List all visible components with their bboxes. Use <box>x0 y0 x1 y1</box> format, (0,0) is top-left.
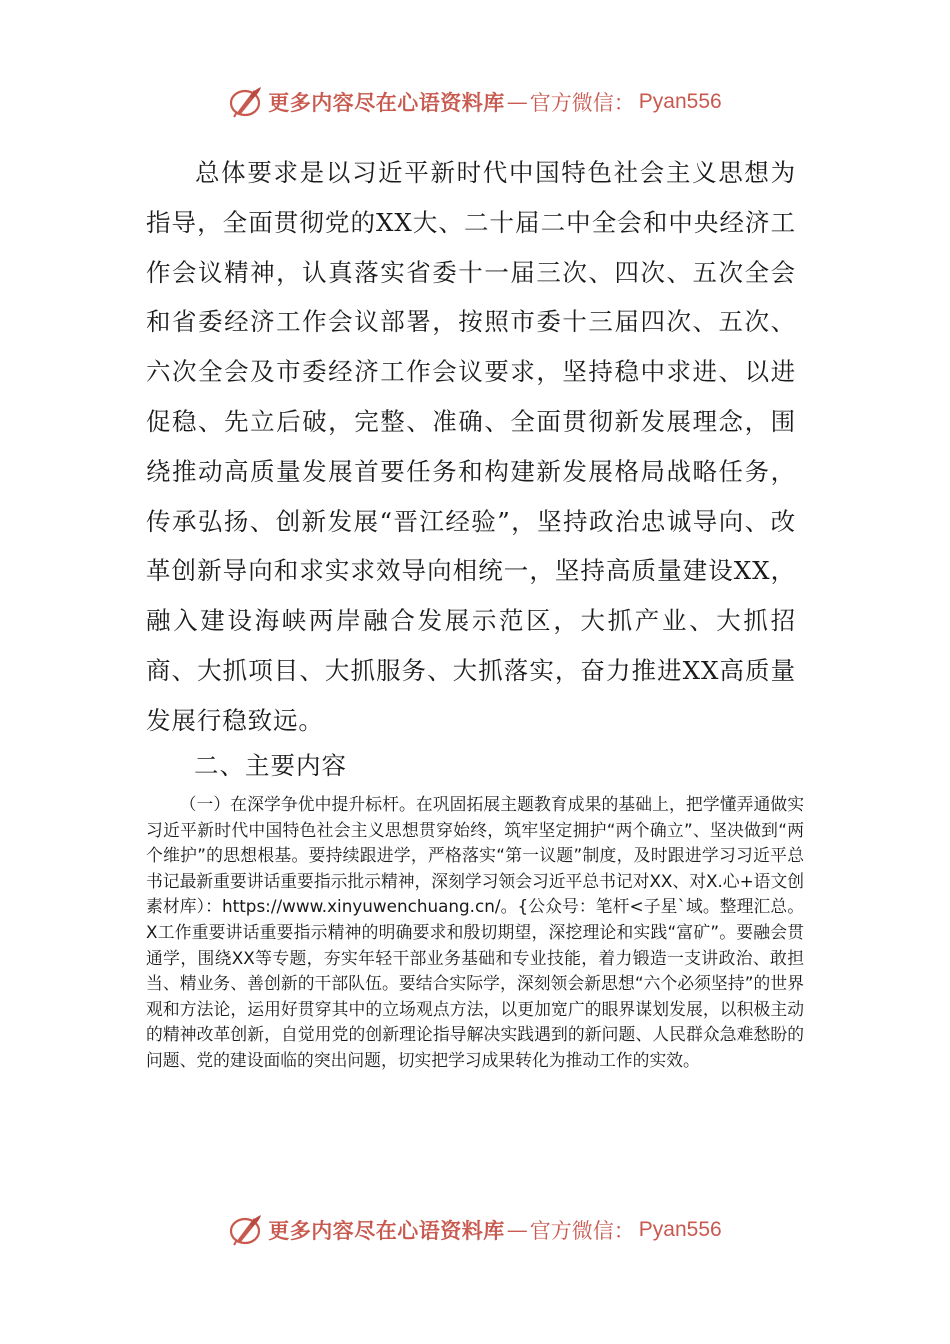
banner-slogan: 更多内容尽在心语资料库 <box>268 1218 505 1243</box>
banner-wechat-id: Pyan556 <box>638 1218 722 1241</box>
paragraph-general-requirements: 总体要求是以习近平新时代中国特色社会主义思想为指导，全面贯彻党的XX大、二十届二中全会和中央经济工作会议精神，认真落实省委十一届三次、四次、五次全会和省委经济工作会议部署，按照市委十三届四次、五次、六次全会及市委经济工作会议要求，坚持稳中求进、以进促稳、先立后破，完整、准确、全面贯彻新发展理念，围绕推动高质量发展首要任务和构建新发展格局战略任务，传承弘扬、创新发展“晋江经验”，坚持政治忠诚导向、改革创新导向和求实求效导向相统一，坚持高质量建设XX，融入建设海峡两岸融合发展示范区，大抓产业、大抓招商、大抓项目、大抓服务、大抓落实，奋力推进XX高质量发展行稳致远。 <box>146 158 796 735</box>
header-watermark-banner <box>0 82 950 122</box>
banner-wechat-label: 官方微信： <box>529 1219 635 1243</box>
quill-pen-logo-icon <box>228 1212 264 1248</box>
section-heading-main-content: 二、主要内容 <box>194 751 347 780</box>
banner-wechat-id: Pyan556 <box>638 90 722 113</box>
quill-pen-logo-icon <box>228 84 264 120</box>
banner-dash: — <box>506 90 528 114</box>
banner-wechat-label: 官方微信： <box>529 91 635 115</box>
paragraph-study-benchmark: （一）在深学争优中提升标杆。在巩固拓展主题教育成果的基础上，把学懂弄通做实习近平新时代中国特色社会主义思想贯穿始终，筑牢坚定拥护“两个确立”、坚决做到“两个维护”的思想根基。要持续跟进学，严格落实“第一议题”制度，及时跟进学习习近平总书记最新重要讲话重要指示批示精神，深刻学习领会习近平总书记对XX、对X.心+语文创素材库）：https://www.xinyuwenchuang.cn/。{公众号：笔杆<子星`域。整理汇总。X工作重要讲话重要指示精神的明确要求和殷切期望，深挖理论和实践“富矿”。要融会贯通学，围绕XX等专题，夯实年轻干部业务基础和专业技能，着力锻造一支讲政治、敢担当、精业务、善创新的干部队伍。要结合实际学，深刻领会新思想“六个必须坚持”的世界观和方法论，运用好贯穿其中的立场观点方法，以更加宽广的眼界谋划发展，以积极主动的精神改革创新，自觉用党的创新理论指导解决实践遇到的新问题、人民群众急难愁盼的问题、党的建设面临的突出问题，切实把学习成果转化为推动工作的实效。 <box>146 794 805 1070</box>
banner-slogan: 更多内容尽在心语资料库 <box>268 90 505 115</box>
banner-dash: — <box>506 1218 528 1242</box>
footer-watermark-banner <box>0 1210 950 1250</box>
